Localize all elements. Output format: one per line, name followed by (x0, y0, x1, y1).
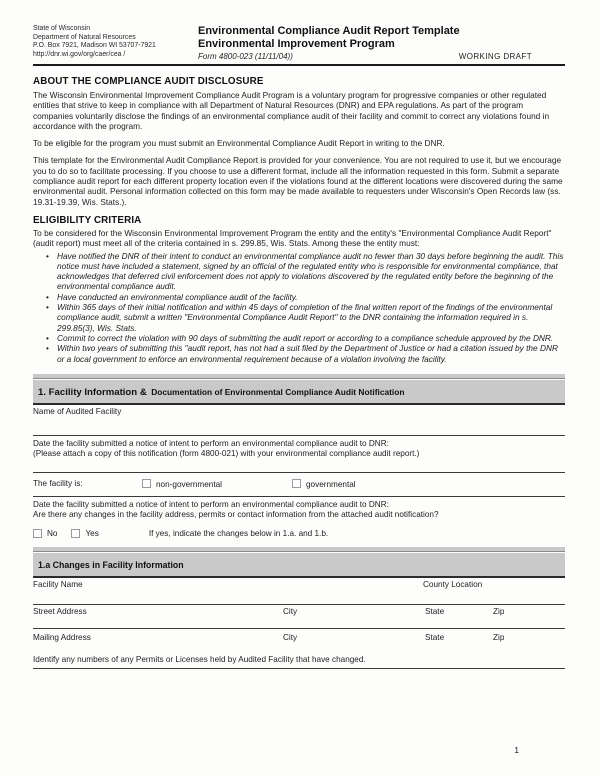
yes-checkbox[interactable] (71, 529, 80, 538)
bullet-glyph: • (46, 291, 49, 302)
bullet-text: Commit to correct the violation with 90 days of submitting the audit report or according to a compliance schedule approved by the DNR. (57, 332, 554, 343)
section1-title: 1. Facility Information & (38, 386, 147, 398)
section1-bar-strip (33, 374, 565, 379)
governmental-label: governmental (306, 479, 356, 489)
changes-question: Are there any changes in the facility address, permits or contact information from the attached audit notification? (33, 509, 439, 519)
if-yes-note: If yes, indicate the changes below in 1.a. and 1.b. (148, 528, 329, 538)
agency-url: http://dnr.wi.gov/org/caer/cea / (33, 50, 126, 58)
facility-name-row (33, 580, 565, 590)
form-number: Form 4800-023 (11/11/04)) (198, 52, 293, 61)
section1-subtitle: Documentation of Environmental Compliance Audit Notification (151, 386, 405, 397)
non-governmental-checkbox[interactable] (142, 479, 151, 488)
street-address-input[interactable] (33, 617, 565, 628)
bullet-glyph: • (46, 250, 49, 261)
zip-label: Zip (493, 632, 505, 642)
bullet-glyph: • (46, 343, 49, 354)
working-draft-label: WORKING DRAFT (458, 52, 532, 61)
street-address-label: Street Address (33, 606, 87, 616)
field-rule (33, 435, 565, 436)
governmental-checkbox[interactable] (292, 479, 301, 488)
mailing-address-label: Mailing Address (33, 632, 91, 642)
bullet-glyph: • (46, 332, 49, 343)
section1a-title: 1.a Changes in Facility Information (38, 559, 184, 570)
eligibility-intro: To be considered for the Wisconsin Environmental Improvement Program the entity and the entity's "Environmental Compliance Audit Report" (audit report) must meet all of the criteria contained in s. 299.85, Wis. Stats. Among these the entity must: (33, 227, 552, 249)
permits-changed-label: Identify any numbers of any Permits or Licenses held by Audited Facility that have changed. (33, 654, 366, 664)
page-header (33, 25, 565, 61)
bullet-glyph: • (46, 302, 49, 313)
date-notice-input[interactable] (33, 459, 565, 472)
about-paragraph-1: The Wisconsin Environmental Improvement Compliance Audit Program is a voluntary program for progressive companies or other regulated entities that strive to keep in compliance with all Department of Natural Resources (DNR) and EPA regulations. As part of the program companies voluntarily disclose the findings of an environmental compliance audit of their facility and commit to correct any violations found in accordance with the program. (33, 90, 550, 131)
bullet-text: Within 365 days of their initial notification and within 45 days of completion of the final written report of the findings of the environmental compliance audit, submit a written "Environmental Compliance Audit Report" to the DNR containing the information required in s. 299.85(3), Wis. Stats. (57, 302, 553, 333)
facility-type-row (33, 479, 565, 489)
bullet-item (33, 251, 565, 292)
agency-line: Department of Natural Resources (33, 33, 136, 41)
agency-address-block (33, 25, 198, 61)
state-label: State (425, 632, 445, 642)
eligibility-bullet-list (33, 251, 565, 364)
non-governmental-label: non-governmental (156, 479, 222, 489)
mailing-address-input[interactable] (33, 643, 565, 655)
page-number: 1 (514, 745, 519, 755)
bullet-text: Have notified the DNR of their intent to conduct an environmental compliance audit no fewer than 30 days before beginning the audit. This notice must have included a statement, signed by an official of the regulated entity who is responsible for environmental compliance, that acknowledges that deferred civil enforcement does not apply to violations discovered by the regulated entity before the beginning of the environmental compliance audit. (57, 250, 564, 292)
city-label: City (283, 606, 298, 616)
header-rule (33, 64, 565, 66)
yes-label: Yes (85, 528, 99, 538)
facility-name-input[interactable] (33, 417, 565, 435)
state-label: State (425, 606, 445, 616)
county-location-label: County Location (423, 579, 483, 589)
permits-changed-input[interactable] (33, 669, 565, 699)
no-checkbox[interactable] (33, 529, 42, 538)
field-rule (33, 496, 565, 497)
facility-name-label: Facility Name (33, 579, 83, 589)
date-notice-note: (Please attach a copy of this notification (form 4800-021) with your environmental compliance audit report.) (33, 448, 420, 458)
bullet-item (33, 333, 565, 343)
street-address-row (33, 607, 565, 617)
bullet-item (33, 302, 565, 333)
name-of-facility-label: Name of Audited Facility (33, 406, 122, 416)
facility-name-change-input[interactable] (33, 590, 565, 604)
agency-line: P.O. Box 7921, Madison WI 53707-7921 (33, 42, 156, 50)
bullet-text: Within two years of submitting this "audit report, has not had a suit filed by the Department of Justice or had a citation issued by the DNR or a local government to enforce an environmental requirement because of a violation involving the facility. (57, 343, 558, 364)
section1a-bar-strip (33, 547, 565, 552)
about-paragraph-2: To be eligible for the program you must submit an Environmental Compliance Audit Report in writing to the DNR. (33, 138, 445, 149)
yes-no-row (33, 529, 565, 538)
bullet-item (33, 292, 565, 302)
section1a-header-bar (33, 553, 565, 578)
field-rule (33, 472, 565, 473)
date-notice-label: Date the facility submitted a notice of intent to perform an environmental compliance audit to DNR: (33, 438, 389, 448)
bullet-text: Have conducted an environmental compliance audit of the facility. (57, 291, 298, 302)
bullet-item (33, 343, 565, 364)
document-title-line1: Environmental Compliance Audit Report Template (198, 25, 460, 37)
zip-label: Zip (493, 606, 505, 616)
about-paragraph-3: This template for the Environmental Audit Compliance Report is provided for your convenience. You are not required to use it, but we encourage you to do so to facilitate processing. If you choose to use a different format, include all the information requested in this form. Submit a separate compliance audit report for each different property location even if the violations found at the different locations were discovered during the same environmental audit. Personal information collected on this form may be made available to requesters under Wisconsin's Open Records law (ss. 19.31-19.39, Wis. Stats.). (33, 155, 563, 207)
field-rule (33, 604, 565, 605)
date-notice-label-2: Date the facility submitted a notice of intent to perform an environmental compliance audit to DNR: (33, 499, 389, 509)
facility-is-label: The facility is: (33, 479, 83, 489)
about-heading: ABOUT THE COMPLIANCE AUDIT DISCLOSURE (33, 76, 264, 87)
document-title-line2: Environmental Improvement Program (198, 38, 395, 50)
city-label: City (283, 632, 298, 642)
mailing-address-row (33, 633, 565, 643)
agency-line: State of Wisconsin (33, 25, 91, 32)
field-rule (33, 628, 565, 629)
section1-header-bar (33, 380, 565, 405)
no-label: No (47, 528, 58, 538)
title-block (198, 25, 565, 61)
eligibility-heading: ELIGIBILITY CRITERIA (33, 214, 142, 226)
